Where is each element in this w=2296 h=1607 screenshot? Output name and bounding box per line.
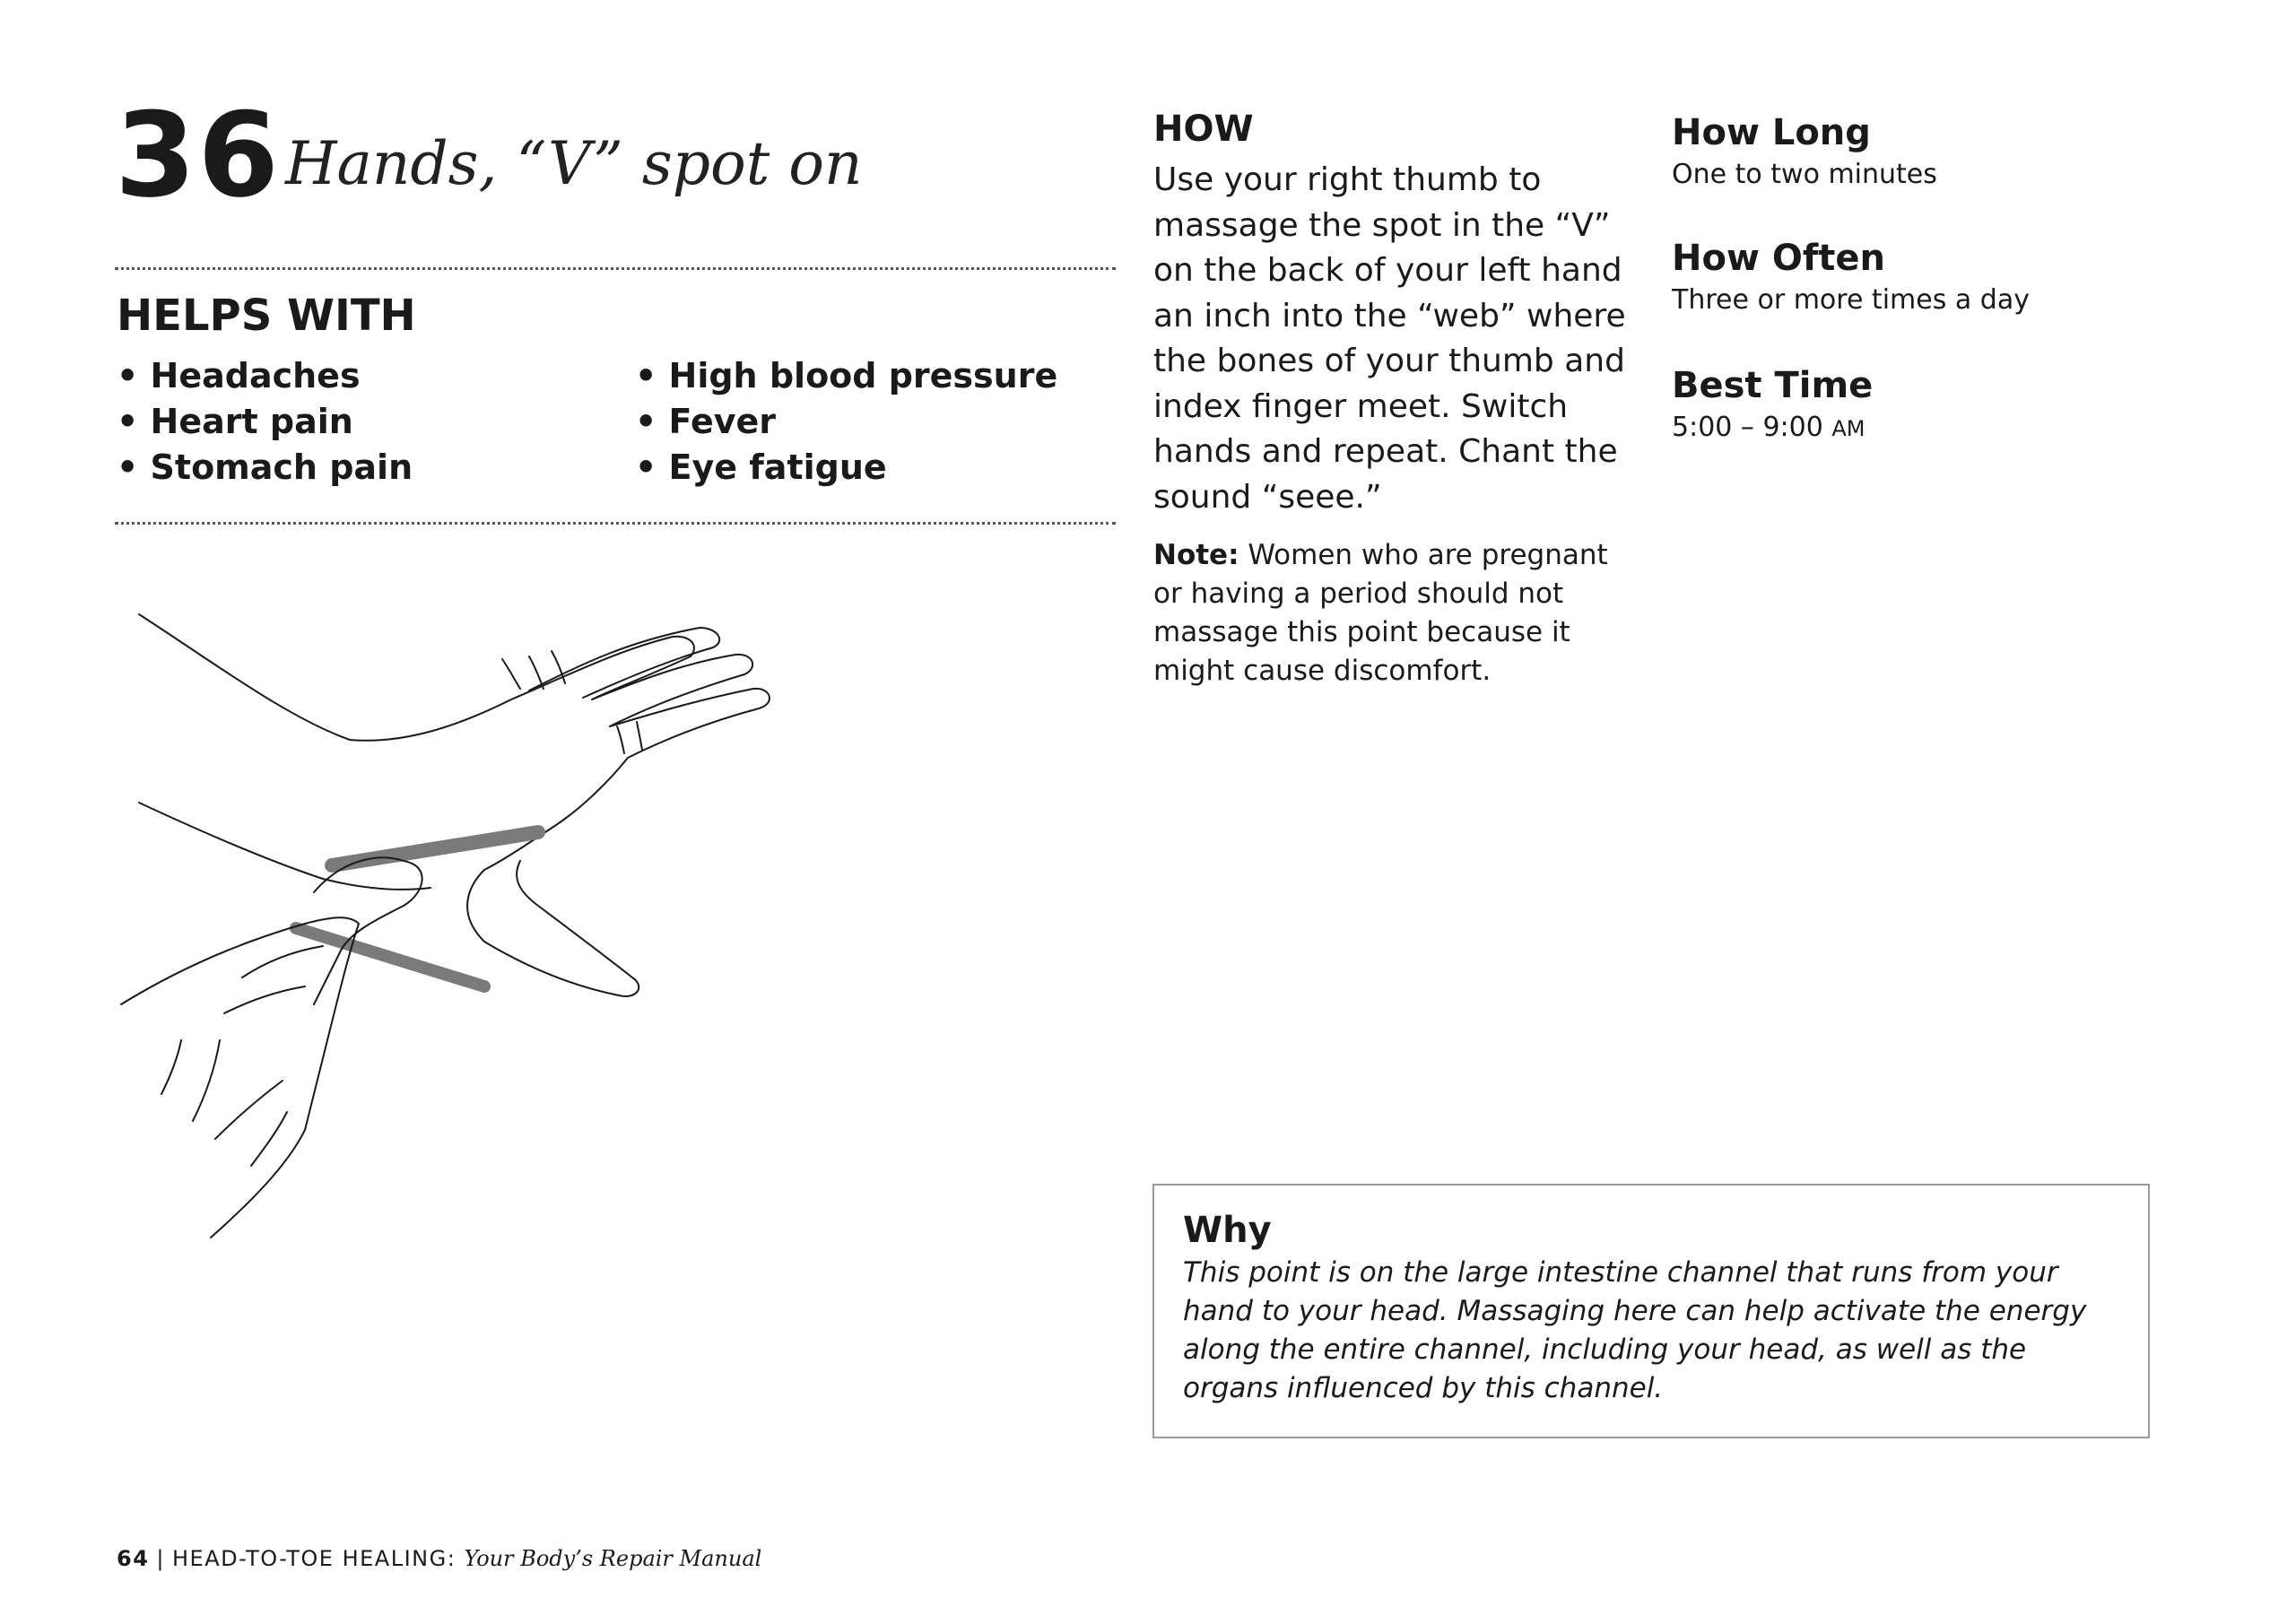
page-footer <box>117 1548 761 1569</box>
book-subtitle: Your Body’s Repair Manual <box>464 1546 762 1571</box>
best-time-label: Best Time <box>1672 365 1874 406</box>
divider-bottom <box>115 522 1116 525</box>
note <box>1153 536 1620 691</box>
best-time-suffix: AM <box>1831 416 1866 441</box>
hand-illustration <box>108 592 1004 1273</box>
list-item: • Heart pain <box>117 399 413 445</box>
how-long-value: One to two minutes <box>1672 159 1937 190</box>
left-hand-knuckles <box>484 758 628 870</box>
left-forearm-lower <box>139 803 430 890</box>
helps-with-list-right <box>635 353 1057 491</box>
helps-with-list-left <box>117 353 413 491</box>
right-hand-finger <box>224 946 323 1013</box>
list-item: • Headaches <box>117 353 413 399</box>
how-often-value: Three or more times a day <box>1672 284 2030 316</box>
how-long-label: How Long <box>1672 112 1871 153</box>
divider-top <box>115 267 1116 270</box>
why-heading: Why <box>1183 1210 1272 1251</box>
how-heading: HOW <box>1153 109 1254 150</box>
best-time-value <box>1672 414 1865 441</box>
left-hand-crease <box>502 651 642 753</box>
list-item: • Fever <box>635 399 1057 445</box>
list-item: • High blood pressure <box>635 353 1057 399</box>
list-item: • Stomach pain <box>117 445 413 491</box>
best-time-range: 5:00 – 9:00 <box>1672 412 1823 443</box>
book-title: HEAD-TO-TOE HEALING: <box>172 1546 457 1571</box>
list-item: • Eye fatigue <box>635 445 1057 491</box>
note-label: Note: <box>1153 539 1239 571</box>
point-number: 36 <box>115 87 281 223</box>
right-thumb <box>314 857 422 1004</box>
why-box <box>1152 1184 2150 1438</box>
left-hand-outline <box>139 614 694 741</box>
how-instructions: Use your right thumb to massage the spot in the “V” on the back of your left hand an inch into the “web” where the bones of your thumb and index finger meet. Switch hands and repeat. Chant the sound “seee.” <box>1153 161 1626 516</box>
footer-separator: | <box>156 1546 165 1571</box>
note-text: Women who are pregnant or having a period should not massage this point because it might cause discomfort. <box>1153 539 1608 687</box>
left-thumb <box>467 861 639 996</box>
acupoint-marker <box>296 928 484 986</box>
right-hand-outline <box>121 917 359 1238</box>
how-often-label: How Often <box>1672 238 1885 279</box>
helps-with-heading: HELPS WITH <box>117 291 416 341</box>
page-number: 64 <box>117 1546 150 1571</box>
right-hand-inner <box>161 1040 287 1166</box>
point-title: Hands, “V” spot on <box>285 129 863 198</box>
left-hand-finger <box>610 689 770 758</box>
why-text: This point is on the large intestine channel that runs from your hand to your head. Massaging here can help activate the energy along the entire channel, including your head, as well as the organs influenced by this channel. <box>1183 1256 2087 1404</box>
